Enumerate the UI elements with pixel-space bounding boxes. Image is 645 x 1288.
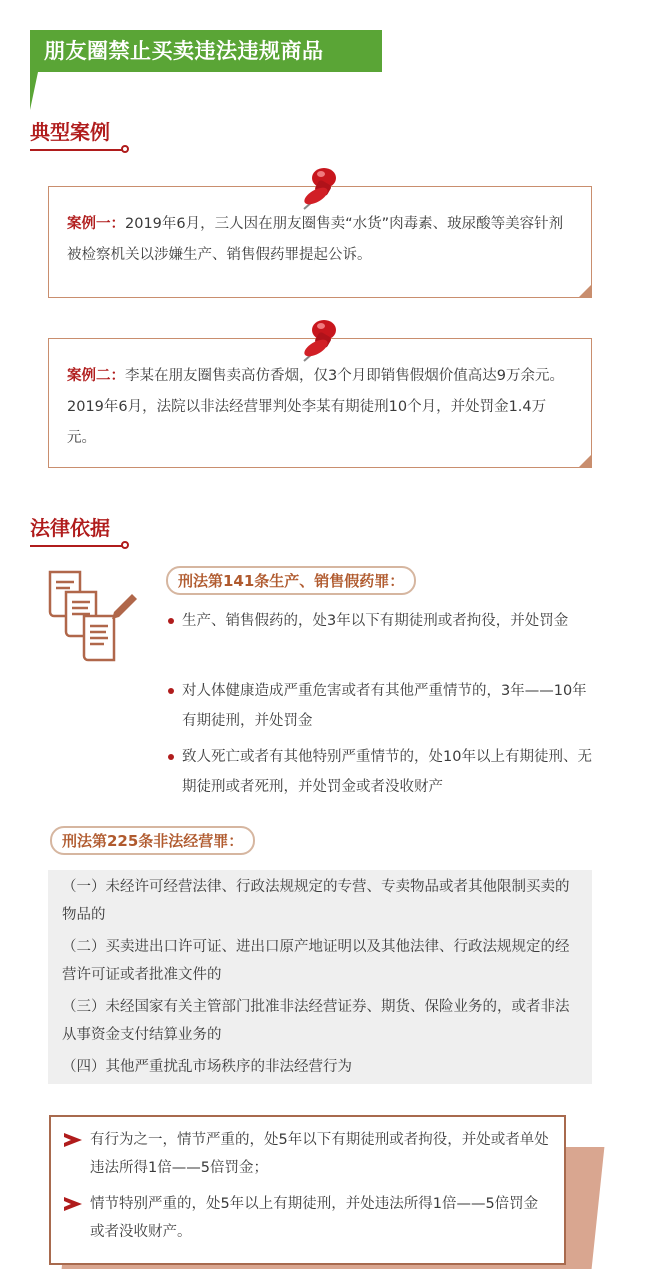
penalty-item bbox=[90, 1190, 550, 1246]
section-underline-dot bbox=[121, 541, 129, 549]
law-225-tag: 刑法第225条非法经营罪： bbox=[50, 826, 255, 855]
card-corner bbox=[578, 284, 592, 298]
law-141-item bbox=[168, 742, 596, 802]
law-141-tag: 刑法第141条生产、销售假药罪： bbox=[166, 566, 416, 595]
case-text: 李某在朋友圈售卖高仿香烟，仅3个月即销售假烟价值高达9万余元。2019年6月，法院以非法经营罪判处李某有期徒刑10个月，并处罚金1.4万元。 bbox=[67, 368, 564, 446]
bullet-dot bbox=[168, 754, 174, 760]
law-141-item bbox=[168, 676, 596, 736]
section-title-law: 法律依据 bbox=[30, 516, 110, 540]
bullet-dot bbox=[168, 618, 174, 624]
bullet-dot bbox=[168, 688, 174, 694]
case-label: 案例二： bbox=[67, 368, 125, 384]
section-underline-law bbox=[30, 545, 122, 547]
banner-tail bbox=[30, 72, 38, 110]
arrow-right-icon bbox=[64, 1133, 82, 1147]
law-141-item-text: 致人死亡或者有其他特别严重情节的，处10年以上有期徒刑、无期徒刑或者死刑，并处罚金或者没收财产 bbox=[182, 749, 592, 795]
case-text: 2019年6月，三人因在朋友圈售卖“水货”肉毒素、玻尿酸等美容针剂被检察机关以涉嫌生产、销售假药罪提起公诉。 bbox=[67, 216, 564, 263]
penalty-item bbox=[90, 1126, 550, 1182]
legal-documents-icon bbox=[44, 566, 144, 670]
page-title: 朋友圈禁止买卖违法违规商品 bbox=[44, 39, 324, 63]
section-title-cases: 典型案例 bbox=[30, 120, 110, 144]
law-141-item-text: 对人体健康造成严重危害或者有其他严重情节的，3年——10年有期徒刑，并处罚金 bbox=[182, 683, 587, 729]
law-225-row: （三）未经国家有关主管部门批准非法经营证券、期货、保险业务的，或者非法从事资金支付结算业务的 bbox=[48, 990, 592, 1052]
card-corner bbox=[578, 454, 592, 468]
penalty-item-text: 有行为之一，情节严重的，处5年以下有期徒刑或者拘役，并处或者单处违法所得1倍——5倍罚金； bbox=[90, 1132, 549, 1176]
case-label: 案例一： bbox=[67, 216, 125, 232]
law-141-item bbox=[168, 606, 596, 636]
section-underline-dot bbox=[121, 145, 129, 153]
law-225-row: （四）其他严重扰乱市场秩序的非法经营行为 bbox=[48, 1050, 592, 1084]
law-225-row: （一）未经许可经营法律、行政法规规定的专营、专卖物品或者其他限制买卖的物品的 bbox=[48, 870, 592, 932]
pushpin-icon bbox=[300, 316, 340, 362]
page-title-banner bbox=[30, 30, 382, 72]
law-141-item-text: 生产、销售假药的，处3年以下有期徒刑或者拘役，并处罚金 bbox=[182, 613, 569, 629]
law-225-row: （二）买卖进出口许可证、进出口原产地证明以及其他法律、行政法规规定的经营许可证或者批准文件的 bbox=[48, 930, 592, 992]
section-underline-cases bbox=[30, 149, 122, 151]
arrow-right-icon bbox=[64, 1197, 82, 1211]
pushpin-icon bbox=[300, 164, 340, 210]
penalty-item-text: 情节特别严重的，处5年以上有期徒刑，并处违法所得1倍——5倍罚金或者没收财产。 bbox=[90, 1196, 539, 1240]
